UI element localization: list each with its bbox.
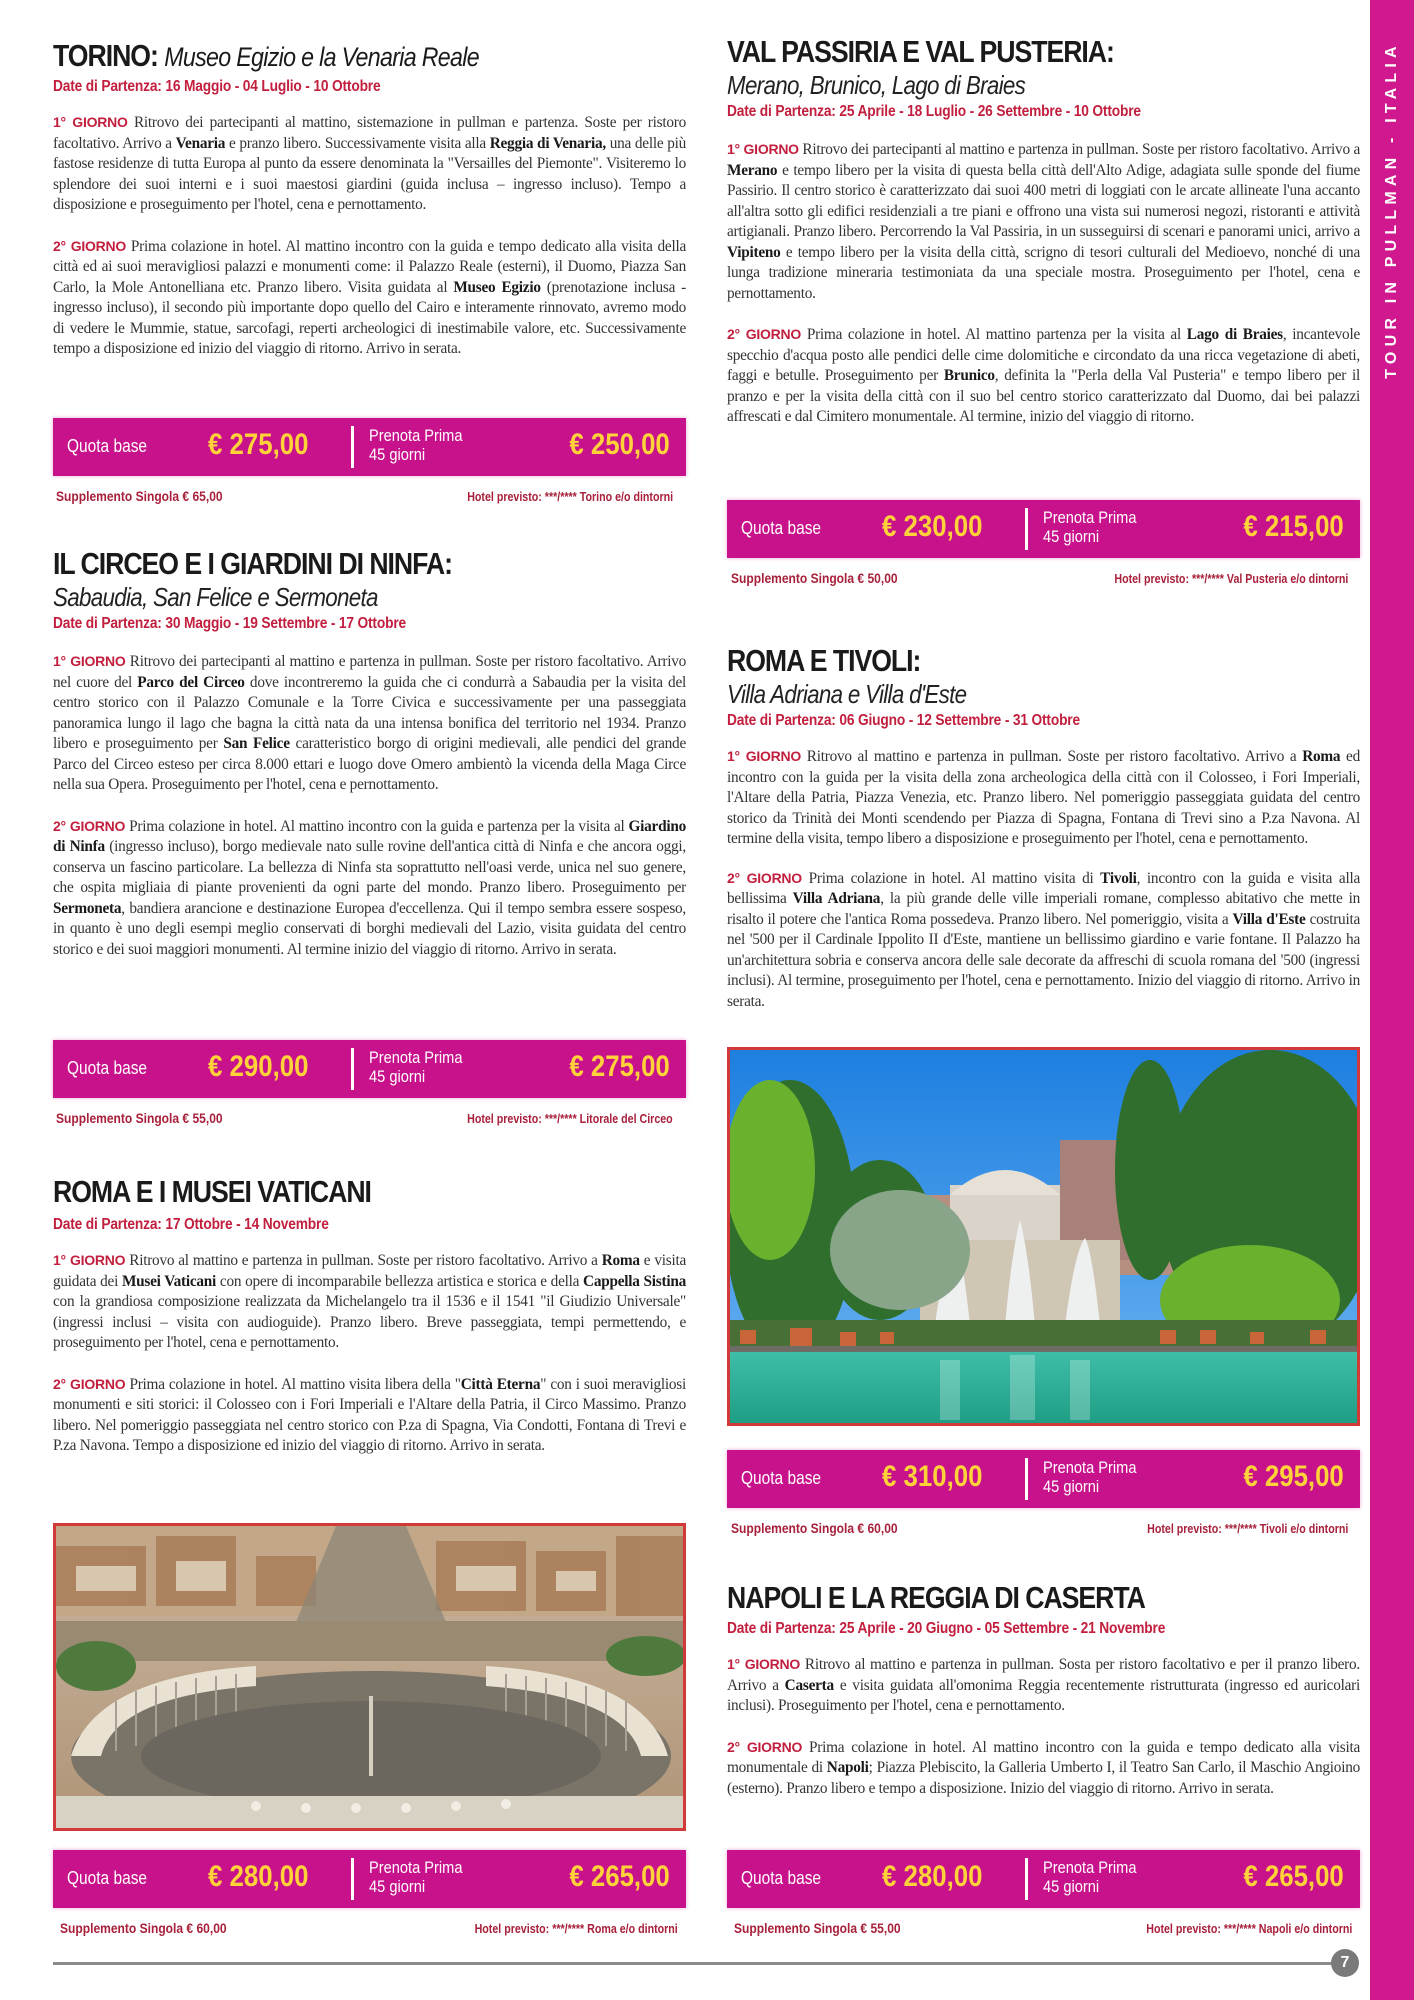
- quota-base-label: Quota base: [67, 1058, 148, 1078]
- price-divider: [1025, 1858, 1028, 1900]
- quota-base-price: € 290,00: [208, 1050, 309, 1083]
- quota-base-price: € 310,00: [882, 1460, 983, 1493]
- tour-subtitle: Merano, Brunico, Lago di Braies: [727, 70, 1026, 100]
- departure-dates: Date di Partenza: 16 Maggio - 04 Luglio - 10 Ottobre: [53, 78, 381, 95]
- tour-title: [53, 38, 597, 75]
- prenota-prima-price: € 265,00: [569, 1860, 670, 1893]
- tour-val-passiria: [727, 34, 1360, 428]
- hotel-info: Hotel previsto: ***/**** Tivoli e/o dintorni: [1146, 1521, 1348, 1536]
- tour-subtitle: Villa Adriana e Villa d'Este: [727, 679, 967, 709]
- day-1-description: 1° GIORNO Ritrovo dei partecipanti al mattino e partenza in pullman. Soste per ristoro facoltativo. Arrivo a Merano e tempo libero per la visita di questa bella città dell'Alto Adige, adagiata sulle sponde del fiume Passirio. Il centro storico è caratterizzato dai suoi 400 metri di loggiati con le arcate allineate l'una accanto all'altra sotto gli edifici residenziali a tre piani e offrono una vista sui numerosi negozi, ristoranti e attività artigianali. Pranzo libero. Percorrendo la Val Passiria, in un susseguirsi di scenari e panorami unici, arrivo a Vipiteno e tempo libero per la visita della città, scrigno di tesori culturali del Medioevo, nonché di una lunga tradizione mineraria testimoniata da una speciale mostra. Proseguimento per l'hotel, cena e pernottamento.: [727, 141, 1360, 302]
- tour-title: NAPOLI E LA REGGIA DI CASERTA: [727, 1580, 1145, 1615]
- quota-base-price: € 275,00: [208, 428, 309, 461]
- single-supplement: Supplemento Singola € 60,00: [731, 1520, 898, 1536]
- single-supplement: Supplemento Singola € 55,00: [56, 1110, 223, 1126]
- price-bar: [53, 1040, 686, 1098]
- prenota-prima-label: Prenota Prima 45 giorni: [369, 1048, 463, 1086]
- quota-base-label: Quota base: [67, 1868, 148, 1888]
- day-label: 2° GIORNO: [53, 817, 126, 834]
- day-label: 2° GIORNO: [727, 326, 802, 342]
- tour-subtitle: Museo Egizio e la Venaria Reale: [164, 42, 479, 72]
- single-supplement: Supplemento Singola € 60,00: [60, 1920, 227, 1936]
- prenota-prima-label: Prenota Prima 45 giorni: [1043, 1458, 1137, 1496]
- tour-napoli: [727, 1580, 1360, 1799]
- tour-subtitle: Sabaudia, San Felice e Sermoneta: [53, 582, 378, 612]
- day-label: 2° GIORNO: [727, 869, 802, 886]
- day-label: 1° GIORNO: [727, 748, 802, 764]
- tour-title: ROMA E TIVOLI:: [727, 643, 921, 678]
- tour-title: IL CIRCEO E I GIARDINI DI NINFA:: [53, 546, 452, 581]
- hotel-info: Hotel previsto: ***/**** Torino e/o dintorni: [467, 489, 673, 504]
- tour-title-main: TORINO:: [53, 38, 158, 73]
- prenota-prima-price: € 275,00: [569, 1050, 670, 1083]
- quota-base-price: € 280,00: [208, 1860, 309, 1893]
- departure-dates: Date di Partenza: 25 Aprile - 20 Giugno - 05 Settembre - 21 Novembre: [727, 1620, 1166, 1637]
- st-peters-square-illustration: [56, 1526, 683, 1828]
- sidebar-label: TOUR IN PULLMAN - ITALIA: [1383, 41, 1400, 379]
- price-bar: [53, 418, 686, 476]
- day-2-description: 2° GIORNO Prima colazione in hotel. Al mattino incontro con la guida e tempo dedicato alla visita monumentale di Napoli; Piazza Plebiscito, la Galleria Umberto I, il Teatro San Carlo, il Maschio Angioino (esterno). Pranzo libero e tempo a disposizione. Inizio del viaggio di ritorno. Arrivo in serata.: [727, 1738, 1360, 1797]
- day-2-description: 2° GIORNO Prima colazione in hotel. Al mattino visita di Tivoli, incontro con la guida e visita alla bellissima Villa Adriana, la più grande delle ville imperiali romane, complesso abitativo che mette in risalto il potere che l'antica Roma possedeva. Pranzo libero. Nel pomeriggio, visita a Villa d'Este costruita nel '500 per il Cardinale Ippolito II d'Este, mantiene un bellissimo giardino e varie fontane. Il Palazzo ha un'architettura sobria e conserva ancora delle sale decorate da affreschi di scuola romana del '500 (ingressi inclusi). Al termine, proseguimento per l'hotel, cena e pernottamento. Inizio del viaggio di ritorno. Arrivo in serata.: [727, 869, 1361, 1010]
- quota-base-label: Quota base: [67, 436, 148, 456]
- hotel-info: Hotel previsto: ***/**** Roma e/o dintorni: [474, 1921, 678, 1936]
- tour-circeo: [53, 546, 686, 960]
- hotel-info: Hotel previsto: ***/**** Val Pusteria e/o dintorni: [1114, 571, 1348, 586]
- villa-d-este-illustration: [730, 1050, 1357, 1423]
- day-label: 1° GIORNO: [53, 114, 128, 130]
- tour-torino: [53, 38, 686, 360]
- day-label: 1° GIORNO: [727, 1656, 801, 1672]
- quota-base-price: € 280,00: [882, 1860, 983, 1893]
- day-2-description: 2° GIORNO Prima colazione in hotel. Al mattino visita libera della "Città Eterna" con i suoi meravigliosi monumenti e siti storici: il Colosseo con i Fori Imperiali e l'Altare della Patria, il Circo Massimo. Pranzo libero. Nel pomeriggio passeggiata nel centro storico con P.za di Spagna, Via Condotti, Fontana di Trevi e P.za Navona. Tempo a disposizione ed inizio del viaggio di ritorno. Arrivo in serata.: [53, 1375, 686, 1454]
- tour-title: VAL PASSIRIA E VAL PUSTERIA:: [727, 34, 1114, 69]
- price-bar: [727, 500, 1360, 558]
- departure-dates: Date di Partenza: 17 Ottobre - 14 Novembre: [53, 1216, 329, 1233]
- departure-dates: Date di Partenza: 06 Giugno - 12 Settembre - 31 Ottobre: [727, 712, 1080, 729]
- photo-st-peters-square: [53, 1523, 686, 1831]
- prenota-prima-label: Prenota Prima 45 giorni: [1043, 1858, 1137, 1896]
- departure-dates: Date di Partenza: 25 Aprile - 18 Luglio - 26 Settembre - 10 Ottobre: [727, 103, 1141, 120]
- day-2-description: 2° GIORNO Prima colazione in hotel. Al mattino partenza per la visita al Lago di Braies, incantevole specchio d'acqua posto alle pendici delle cime dolomitiche e circondato da una ricca vegetazione di abeti, faggi e betulle. Proseguimento per Brunico, definita la "Perla della Val Pusteria" e tempo libero per il pranzo e per la visita della città con il suo bel centro storico caratterizzato dal Duomo, dai bei palazzi affrescati e dal Cimitero monumentale. Al termine, inizio del viaggio di ritorno.: [727, 326, 1360, 425]
- footer-divider: [53, 1962, 1343, 1965]
- departure-dates: Date di Partenza: 30 Maggio - 19 Settembre - 17 Ottobre: [53, 615, 406, 632]
- prenota-prima-label: Prenota Prima 45 giorni: [369, 426, 463, 464]
- quota-base-label: Quota base: [741, 518, 822, 538]
- price-divider: [351, 1858, 354, 1900]
- day-2-description: 2° GIORNO Prima colazione in hotel. Al mattino incontro con la guida e partenza per la visita al Giardino di Ninfa (ingresso incluso), borgo medievale nato sulle rovine dell'antica città di Ninfa e che ancora oggi, conserva un fascino particolare. La bellezza di Ninfa sta soprattutto nell'oasi verde, unica nel suo genere, che ospita migliaia di piante provenienti da ogni parte del mondo. Pranzo libero. Proseguimento per Sermoneta, bandiera arancione e destinazione Europea d'eccellenza. Qui il tempo sembra essere sospeso, in quanto è uno degli esempi meglio conservati di borghi medievali del Lazio, visita guidata del centro storico e dei suoi maggiori monumenti. Al termine inizio del viaggio di ritorno. Arrivo in serata.: [53, 817, 686, 958]
- page-number-badge: 7: [1331, 1949, 1359, 1977]
- price-divider: [351, 426, 354, 468]
- prenota-prima-price: € 295,00: [1243, 1460, 1344, 1493]
- tour-vaticani: [53, 1174, 686, 1457]
- day-label: 2° GIORNO: [53, 237, 127, 254]
- prenota-prima-price: € 250,00: [569, 428, 670, 461]
- prenota-prima-label: Prenota Prima 45 giorni: [1043, 508, 1137, 546]
- price-divider: [1025, 508, 1028, 550]
- single-supplement: Supplemento Singola € 65,00: [56, 488, 223, 504]
- price-divider: [1025, 1458, 1028, 1500]
- day-label: 1° GIORNO: [53, 653, 126, 669]
- day-1-description: 1° GIORNO Ritrovo al mattino e partenza in pullman. Sosta per ristoro facoltativo e per il pranzo libero. Arrivo a Caserta e visita guidata all'omonima Reggia recentemente ristrutturata (ingresso ed auricolari inclusi). Proseguimento per l'hotel, cena e pernottamento.: [727, 1656, 1360, 1714]
- tour-title: ROMA E I MUSEI VATICANI: [53, 1174, 371, 1209]
- quota-base-price: € 230,00: [882, 510, 983, 543]
- day-1-description: 1° GIORNO Ritrovo al mattino e partenza in pullman. Soste per ristoro facoltativo. Arrivo a Roma e visita guidata dei Musei Vaticani con opere di incomparabile bellezza artistica e storica e della Cappella Sistina con la grandiosa composizione realizzata da Michelangelo tra il 1536 e il 1541 "il Giudizio Universale" (ingressi inclusi – visita con audioguide). Pranzo libero. Breve passeggiata, tempi permettendo, e proseguimento per l'hotel, cena e pernottamento.: [53, 1252, 686, 1351]
- day-label: 1° GIORNO: [727, 141, 799, 157]
- tour-roma-tivoli: [727, 643, 1360, 1012]
- quota-base-label: Quota base: [741, 1468, 822, 1488]
- day-label: 1° GIORNO: [53, 1252, 126, 1268]
- prenota-prima-price: € 265,00: [1243, 1860, 1344, 1893]
- hotel-info: Hotel previsto: ***/**** Napoli e/o dintorni: [1145, 1921, 1352, 1936]
- quota-base-label: Quota base: [741, 1868, 822, 1888]
- day-1-description: 1° GIORNO Ritrovo al mattino e partenza in pullman. Soste per ristoro facoltativo. Arrivo a Roma ed incontro con la guida per la visita della zona archeologica della città con il Colosseo, i Fori Imperiali, l'Altare della Patria, Piazza Venezia, etc. Pranzo libero. Nel pomeriggio passeggiata guidata del centro storico da Trinità dei Monti scendendo per Piazza di Spagna, Fontana di Trevi sino a P.za Navona. Al termine della visita, tempo libero a disposizione e proseguimento per l'hotel, cena e pernottamento.: [727, 748, 1360, 847]
- day-label: 2° GIORNO: [727, 1738, 803, 1755]
- prenota-prima-price: € 215,00: [1243, 510, 1344, 543]
- price-bar: [727, 1850, 1360, 1908]
- photo-villa-d-este: [727, 1047, 1360, 1426]
- day-label: 2° GIORNO: [53, 1375, 126, 1392]
- hotel-info: Hotel previsto: ***/**** Litorale del Circeo: [467, 1111, 673, 1126]
- prenota-prima-label: Prenota Prima 45 giorni: [369, 1858, 463, 1896]
- price-bar: [53, 1850, 686, 1908]
- price-bar: [727, 1450, 1360, 1508]
- day-1-description: 1° GIORNO Ritrovo dei partecipanti al mattino e partenza in pullman. Soste per ristoro facoltativo. Arrivo nel cuore del Parco del Circeo dove incontreremo la guida che ci condurrà a Sabaudia per la visita del centro storico con il Palazzo Comunale e la Torre Civica e successivamente per una passeggiata panoramica lungo il lago che bagna la città nata da una intensa bonifica del territorio nel 1934. Pranzo libero e proseguimento per San Felice caratteristico borgo di origini medievali, alle pendici del grande Parco del Circeo esteso per circa 8.000 ettari e luogo dove Omero ambientò la vicenda della Maga Circe nella sua Opera. Proseguimento per l'hotel, cena e pernottamento.: [53, 653, 687, 793]
- single-supplement: Supplemento Singola € 55,00: [734, 1920, 901, 1936]
- day-1-description: 1° GIORNO Ritrovo dei partecipanti al mattino, sistemazione in pullman e partenza. Soste per ristoro facoltativo. Arrivo a Venaria e pranzo libero. Successivamente visita alla Reggia di Venaria, una delle più fastose residenze di tutta Europa al punto da essere denominata la "Versailles del Piemonte". Visiteremo lo splendore dei suoi interni e i suoi maestosi giardini (guida inclusa – ingresso incluso). Tempo a disposizione e proseguimento per l'hotel, cena e pernottamento.: [53, 114, 686, 213]
- single-supplement: Supplemento Singola € 50,00: [731, 570, 898, 586]
- day-2-description: 2° GIORNO Prima colazione in hotel. Al mattino incontro con la guida e tempo dedicato alla visita della città ed ai suoi meravigliosi palazzi e monumenti come: il Palazzo Reale (esterni), il Duomo, Piazza San Carlo, la Mole Antonelliana etc. Pranzo libero. Visita guidata al Museo Egizio (prenotazione inclusa - ingresso incluso), il secondo più importante dopo quello del Cairo e interamente rinnovato, avremo modo di vedere le Mummie, statue, sarcofagi, reperti archeologici di inestimabile valore, etc. Successivamente tempo a disposizione ed inizio del viaggio di ritorno. Arrivo in serata.: [53, 237, 687, 357]
- price-divider: [351, 1048, 354, 1090]
